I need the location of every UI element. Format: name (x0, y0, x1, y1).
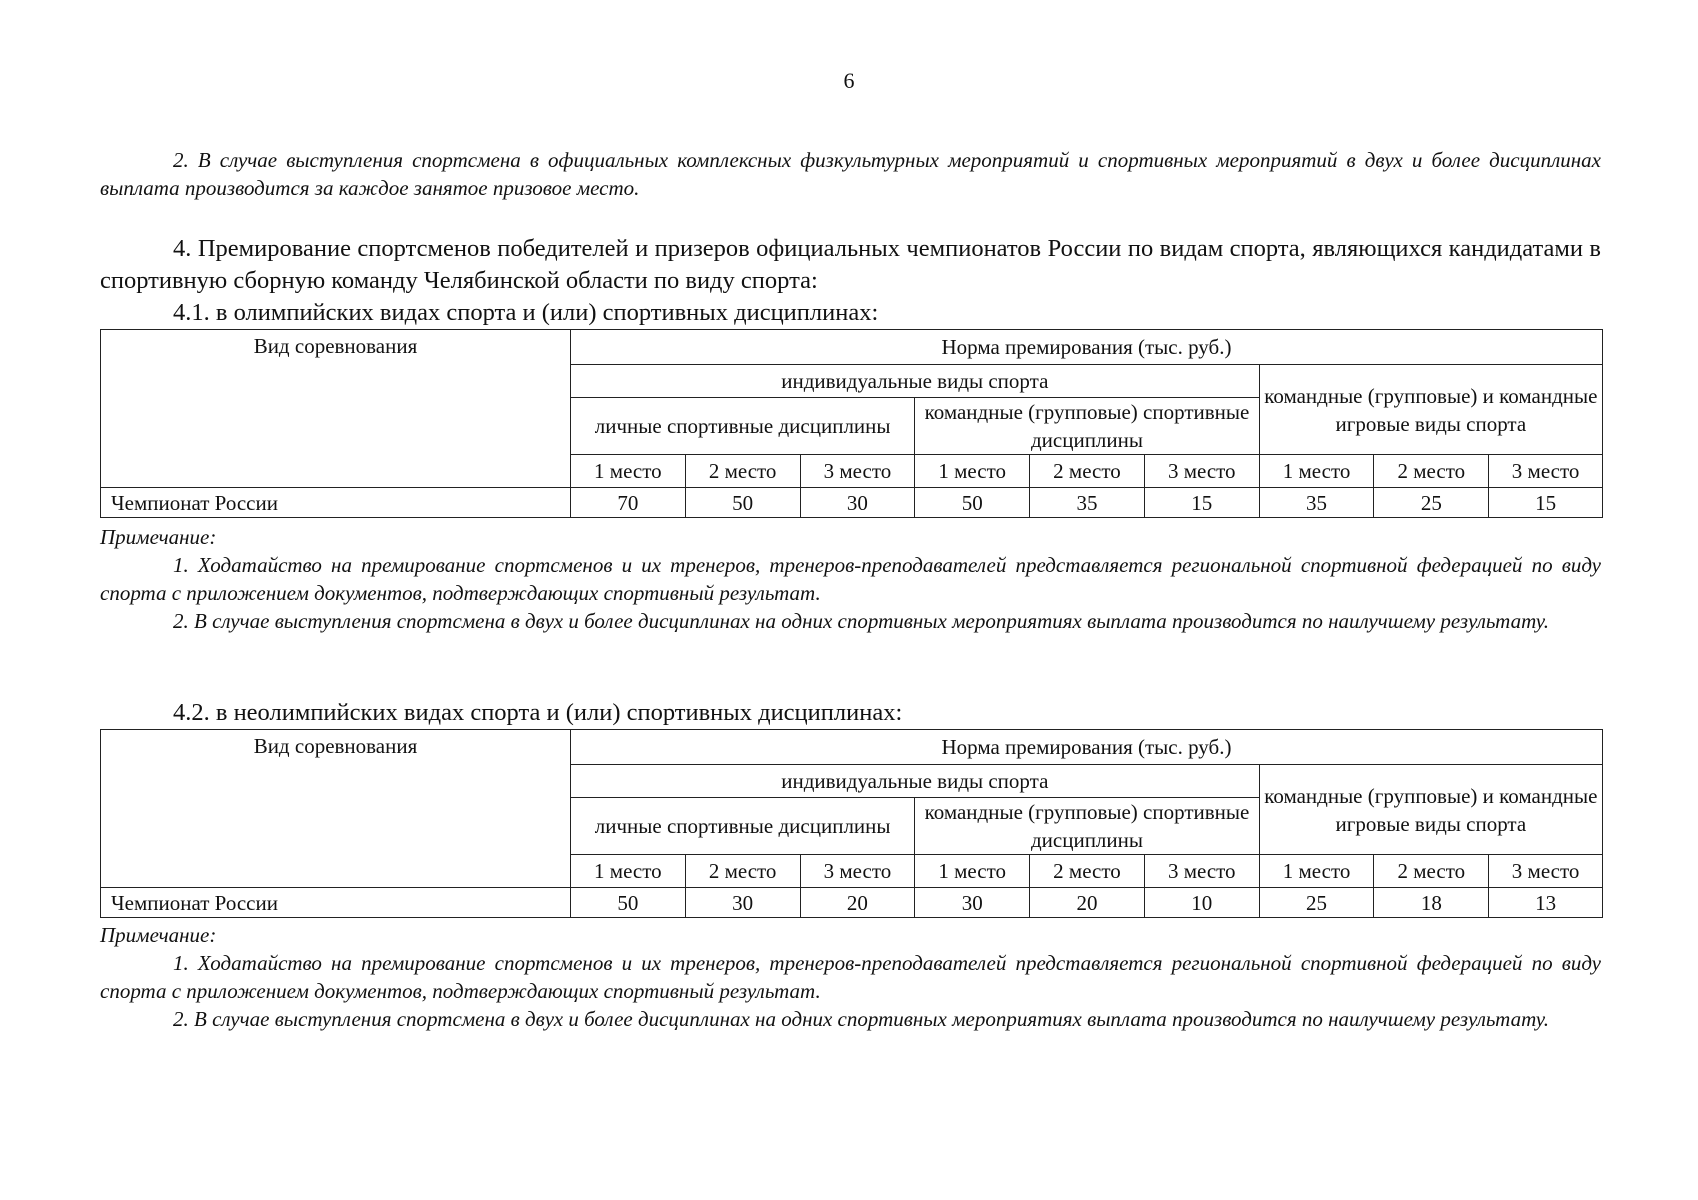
notes-block-non-olympic (100, 921, 1601, 1033)
header-place-2: 2 место (685, 855, 800, 888)
header-individual-sports: индивидуальные виды спорта (570, 765, 1259, 798)
header-place-1: 1 место (915, 855, 1030, 888)
value-cell: 50 (570, 888, 685, 918)
header-place-3: 3 место (1489, 855, 1603, 888)
value-cell: 70 (570, 488, 685, 518)
header-place-1: 1 место (915, 455, 1030, 488)
value-cell: 13 (1489, 888, 1603, 918)
page-number: 6 (843, 68, 855, 93)
value-cell: 10 (1144, 888, 1259, 918)
value-cell: 50 (685, 488, 800, 518)
header-norma-premirovaniya: Норма премирования (тыс. руб.) (570, 330, 1602, 365)
subsection-4-2-heading: 4.2. в неолимпийских видах спорта и (или) спортивных дисциплинах: (173, 699, 903, 726)
header-place-2: 2 место (1030, 855, 1145, 888)
header-vid-sorevnovaniya: Вид соревнования (101, 730, 571, 888)
notes-label: Примечание: (100, 525, 217, 549)
header-personal-disciplines: личные спортивные дисциплины (570, 398, 914, 455)
note-1: 1. Ходатайство на премирование спортсменов и их тренеров, тренеров-преподавателей представляется региональной спортивной федерацией по виду спорта с приложением документов, подтверждающих спортивный результат. (100, 553, 1601, 605)
header-personal-disciplines: личные спортивные дисциплины (570, 798, 914, 855)
header-individual-sports: индивидуальные виды спорта (570, 365, 1259, 398)
note-1: 1. Ходатайство на премирование спортсменов и их тренеров, тренеров-преподавателей представляется региональной спортивной федерацией по виду спорта с приложением документов, подтверждающих спортивный результат. (100, 951, 1601, 1003)
value-cell: 20 (1030, 888, 1145, 918)
header-place-1: 1 место (570, 455, 685, 488)
section-4-heading: 4. Премирование спортсменов победителей и призеров официальных чемпионатов России по видам спорта, являющихся кандидатами в спортивную сборную команду Челябинской области по виду спорта: (100, 235, 1601, 294)
prize-table-non-olympic (100, 729, 1603, 918)
header-place-1: 1 место (1259, 855, 1374, 888)
header-place-1: 1 место (1259, 455, 1374, 488)
value-cell: 30 (915, 888, 1030, 918)
header-team-sports: командные (групповые) и командные игровые виды спорта (1259, 365, 1602, 455)
table-row (101, 488, 1603, 518)
value-cell: 35 (1259, 488, 1374, 518)
notes-label: Примечание: (100, 923, 217, 947)
value-cell: 50 (915, 488, 1030, 518)
row-label: Чемпионат России (101, 888, 571, 918)
subsection-4-1-heading: 4.1. в олимпийских видах спорта и (или) спортивных дисциплинах: (173, 299, 879, 326)
row-label: Чемпионат России (101, 488, 571, 518)
notes-block-olympic (100, 523, 1601, 635)
value-cell: 30 (800, 488, 915, 518)
header-place-1: 1 место (570, 855, 685, 888)
header-team-disciplines: командные (групповые) спортивные дисциплины (915, 798, 1259, 855)
header-place-3: 3 место (800, 855, 915, 888)
header-place-2: 2 место (685, 455, 800, 488)
value-cell: 25 (1374, 488, 1489, 518)
top-note: 2. В случае выступления спортсмена в официальных комплексных физкультурных мероприятий и спортивных мероприятий в двух и более дисциплинах выплата производится за каждое занятое призовое место. (100, 148, 1601, 200)
header-norma-premirovaniya: Норма премирования (тыс. руб.) (570, 730, 1602, 765)
table-row (101, 888, 1603, 918)
value-cell: 15 (1144, 488, 1259, 518)
header-place-2: 2 место (1374, 855, 1489, 888)
header-vid-sorevnovaniya: Вид соревнования (101, 330, 571, 488)
value-cell: 18 (1374, 888, 1489, 918)
note-2: 2. В случае выступления спортсмена в двух и более дисциплинах на одних спортивных мероприятиях выплата производится по наилучшему результату. (173, 609, 1549, 633)
header-place-3: 3 место (1144, 455, 1259, 488)
note-2: 2. В случае выступления спортсмена в двух и более дисциплинах на одних спортивных мероприятиях выплата производится по наилучшему результату. (173, 1007, 1549, 1031)
value-cell: 15 (1489, 488, 1603, 518)
header-place-3: 3 место (1489, 455, 1603, 488)
value-cell: 20 (800, 888, 915, 918)
header-team-disciplines: командные (групповые) спортивные дисциплины (915, 398, 1259, 455)
value-cell: 30 (685, 888, 800, 918)
header-place-2: 2 место (1030, 455, 1145, 488)
header-place-2: 2 место (1374, 455, 1489, 488)
header-place-3: 3 место (1144, 855, 1259, 888)
prize-table-olympic (100, 329, 1603, 518)
header-team-sports: командные (групповые) и командные игровые виды спорта (1259, 765, 1602, 855)
value-cell: 35 (1030, 488, 1145, 518)
header-place-3: 3 место (800, 455, 915, 488)
value-cell: 25 (1259, 888, 1374, 918)
